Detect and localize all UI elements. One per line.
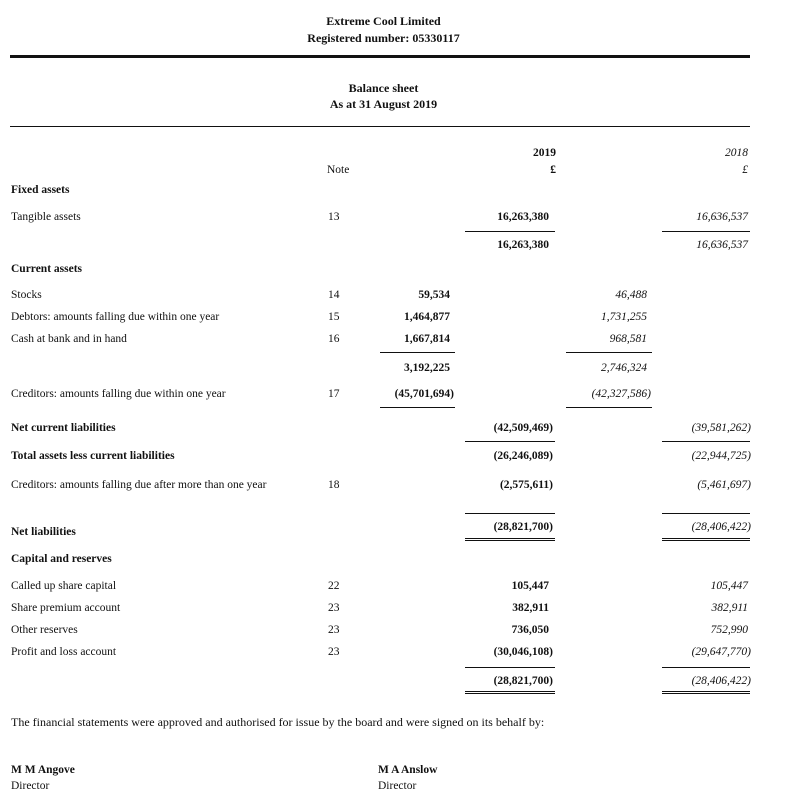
current-assets-heading: Current assets <box>11 263 83 275</box>
currency-2018: £ <box>742 164 748 176</box>
total-assets-less-cl-2018: (22,944,725) <box>691 450 751 462</box>
fixed-assets-heading: Fixed assets <box>11 184 70 196</box>
other-reserves-2018: 752,990 <box>710 624 748 636</box>
stocks-2019: 59,534 <box>418 289 450 301</box>
net-current-liabilities-2018: (39,581,262) <box>691 422 751 434</box>
share-capital-label: Called up share capital <box>11 580 117 592</box>
net-current-rule-2018 <box>662 441 750 442</box>
net-liabilities-2019: (28,821,700) <box>493 521 553 533</box>
stocks-label: Stocks <box>11 289 42 301</box>
signatory-role: Director <box>378 780 417 792</box>
cash-note: 16 <box>328 333 340 345</box>
profit-loss-label: Profit and loss account <box>11 646 117 658</box>
net-liabilities-label: Net liabilities <box>11 526 76 538</box>
debtors-note: 15 <box>328 311 340 323</box>
creditors-after-2018: (5,461,697) <box>697 479 751 491</box>
share-capital-2018: 105,447 <box>710 580 748 592</box>
signatory-role: Director <box>11 780 50 792</box>
year-2018-header: 2018 <box>725 147 748 159</box>
capital-reserves-heading: Capital and reserves <box>11 553 112 565</box>
tangible-assets-note: 13 <box>328 211 340 223</box>
year-2019-header: 2019 <box>533 147 556 159</box>
debtors-2018: 1,731,255 <box>601 311 647 323</box>
current-subtotal-rule-2019 <box>380 352 455 353</box>
net-liabilities-2018: (28,406,422) <box>691 521 751 533</box>
profit-loss-note: 23 <box>328 646 340 658</box>
fixed-total-2019: 16,263,380 <box>497 239 549 251</box>
creditors-within-2018: (42,327,586) <box>591 388 651 400</box>
header-rule <box>10 55 750 58</box>
creditors-within-2019: (45,701,694) <box>394 388 454 400</box>
tangible-assets-2018: 16,636,537 <box>696 211 748 223</box>
profit-loss-2018: (29,647,770) <box>691 646 751 658</box>
cash-label: Cash at bank and in hand <box>11 333 127 345</box>
statement-title: Balance sheet <box>348 81 419 95</box>
net-liabilities-top-rule-2019 <box>465 513 555 514</box>
tangible-assets-label: Tangible assets <box>11 211 81 223</box>
net-current-rule-2019 <box>465 441 555 442</box>
total-assets-less-cl-label: Total assets less current liabilities <box>11 450 175 462</box>
approval-statement: The financial statements were approved and authorised for issue by the board and were signed on its behalf by: <box>11 715 545 729</box>
signatory-name: M M Angove <box>11 764 75 776</box>
net-liabilities-double-rule-2019 <box>465 538 555 541</box>
share-premium-2019: 382,911 <box>512 602 549 614</box>
share-premium-note: 23 <box>328 602 340 614</box>
net-current-liabilities-2019: (42,509,469) <box>493 422 553 434</box>
debtors-label: Debtors: amounts falling due within one year <box>11 311 220 323</box>
share-capital-2019: 105,447 <box>511 580 549 592</box>
title-rule <box>10 126 750 127</box>
other-reserves-2019: 736,050 <box>511 624 549 636</box>
creditors-within-rule-2019 <box>380 407 455 408</box>
net-current-liabilities-label: Net current liabilities <box>11 422 116 434</box>
cash-2018: 968,581 <box>609 333 647 345</box>
reserves-total-2019: (28,821,700) <box>493 675 553 687</box>
net-liabilities-top-rule-2018 <box>662 513 750 514</box>
creditors-within-rule-2018 <box>566 407 652 408</box>
fixed-subtotal-rule-2019 <box>465 231 555 232</box>
net-liabilities-double-rule-2018 <box>662 538 750 541</box>
creditors-within-label: Creditors: amounts falling due within one year <box>11 388 226 400</box>
registered-number: Registered number: 05330117 <box>307 31 460 45</box>
fixed-total-2018: 16,636,537 <box>696 239 748 251</box>
signatory-name: M A Anslow <box>378 764 438 776</box>
reserves-double-rule-2019 <box>465 691 555 694</box>
creditors-within-note: 17 <box>328 388 340 400</box>
debtors-2019: 1,464,877 <box>404 311 450 323</box>
currency-2019: £ <box>550 164 556 176</box>
stocks-note: 14 <box>328 289 340 301</box>
tangible-assets-2019: 16,263,380 <box>497 211 549 223</box>
share-premium-label: Share premium account <box>11 602 121 614</box>
reserves-top-rule-2019 <box>465 667 555 668</box>
cash-2019: 1,667,814 <box>404 333 450 345</box>
statement-date: As at 31 August 2019 <box>329 97 438 111</box>
reserves-total-2018: (28,406,422) <box>691 675 751 687</box>
other-reserves-label: Other reserves <box>11 624 78 636</box>
current-total-2019: 3,192,225 <box>404 362 450 374</box>
reserves-double-rule-2018 <box>662 691 750 694</box>
current-subtotal-rule-2018 <box>566 352 652 353</box>
creditors-after-2019: (2,575,611) <box>499 479 553 491</box>
creditors-after-note: 18 <box>328 479 340 491</box>
note-column-header: Note <box>327 164 350 176</box>
creditors-after-label: Creditors: amounts falling due after more than one year <box>11 479 267 491</box>
stocks-2018: 46,488 <box>615 289 647 301</box>
share-capital-note: 22 <box>328 580 340 592</box>
company-name: Extreme Cool Limited <box>326 14 441 28</box>
fixed-subtotal-rule-2018 <box>662 231 750 232</box>
total-assets-less-cl-2019: (26,246,089) <box>493 450 553 462</box>
reserves-top-rule-2018 <box>662 667 750 668</box>
profit-loss-2019: (30,046,108) <box>493 646 553 658</box>
other-reserves-note: 23 <box>328 624 340 636</box>
share-premium-2018: 382,911 <box>711 602 748 614</box>
current-total-2018: 2,746,324 <box>601 362 647 374</box>
